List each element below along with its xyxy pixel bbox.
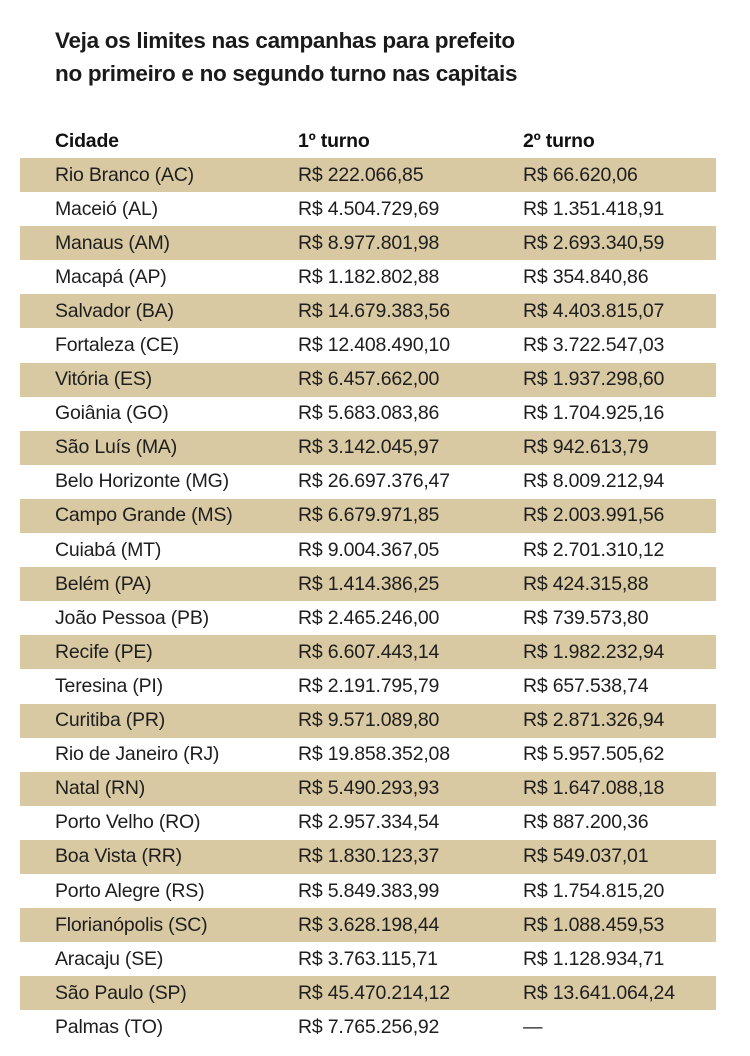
cell-segundo-turno: R$ 1.704.925,16 [523,402,665,425]
table-row [20,635,716,669]
cell-primeiro-turno: R$ 2.191.795,79 [298,674,440,697]
cell-cidade: Maceió (AL) [55,197,158,220]
cell-primeiro-turno: R$ 2.957.334,54 [298,811,440,834]
cell-segundo-turno: R$ 1.128.934,71 [523,947,665,970]
table-row [20,499,716,533]
cell-segundo-turno: R$ 424.315,88 [523,572,649,595]
cell-cidade: Curitiba (PR) [55,709,166,732]
cell-primeiro-turno: R$ 26.697.376,47 [298,470,450,493]
cell-segundo-turno: R$ 2.701.310,12 [523,538,665,561]
cell-segundo-turno: R$ 1.754.815,20 [523,879,665,902]
cell-primeiro-turno: R$ 5.683.083,86 [298,402,440,425]
cell-primeiro-turno: R$ 12.408.490,10 [298,334,450,357]
table-row [20,192,716,226]
cell-segundo-turno: R$ 1.351.418,91 [523,197,665,220]
table-row [20,397,716,431]
cell-cidade: Belo Horizonte (MG) [55,470,229,493]
cell-segundo-turno: R$ 887.200,36 [523,811,649,834]
table-row [20,840,716,874]
page-title [55,24,715,90]
cell-cidade: Recife (PE) [55,640,153,663]
cell-primeiro-turno: R$ 14.679.383,56 [298,299,450,322]
cell-cidade: Macapá (AP) [55,265,167,288]
cell-cidade: Cuiabá (MT) [55,538,162,561]
cell-cidade: Campo Grande (MS) [55,504,233,527]
cell-primeiro-turno: R$ 8.977.801,98 [298,231,440,254]
cell-cidade: São Paulo (SP) [55,981,187,1004]
cell-segundo-turno: R$ 5.957.505,62 [523,743,665,766]
table-row [20,704,716,738]
table-row [20,942,716,976]
cell-segundo-turno: R$ 13.641.064,24 [523,981,675,1004]
table-row [20,260,716,294]
cell-primeiro-turno: R$ 45.470.214,12 [298,981,450,1004]
table-row [20,465,716,499]
cell-cidade: Goiânia (GO) [55,402,169,425]
cell-cidade: Palmas (TO) [55,1015,163,1038]
title-line-2: no primeiro e no segundo turno nas capitais [55,61,518,86]
table-row [20,567,716,601]
cell-segundo-turno: R$ 2.003.991,56 [523,504,665,527]
cell-segundo-turno: R$ 739.573,80 [523,606,649,629]
cell-cidade: São Luís (MA) [55,436,178,459]
cell-segundo-turno: R$ 3.722.547,03 [523,334,665,357]
cell-primeiro-turno: R$ 3.628.198,44 [298,913,440,936]
cell-cidade: Rio Branco (AC) [55,163,194,186]
cell-cidade: Fortaleza (CE) [55,334,179,357]
cell-cidade: Rio de Janeiro (RJ) [55,743,220,766]
cell-cidade: Porto Alegre (RS) [55,879,205,902]
cell-cidade: Boa Vista (RR) [55,845,182,868]
cell-segundo-turno: R$ 657.538,74 [523,674,649,697]
cell-primeiro-turno: R$ 5.849.383,99 [298,879,440,902]
cell-primeiro-turno: R$ 9.571.089,80 [298,709,440,732]
table-row [20,226,716,260]
cell-segundo-turno: R$ 549.037,01 [523,845,649,868]
cell-segundo-turno: R$ 1.982.232,94 [523,640,665,663]
title-line-1: Veja os limites nas campanhas para prefeito [55,28,515,53]
header-cidade: Cidade [55,129,119,152]
cell-cidade: Teresina (PI) [55,674,163,697]
cell-segundo-turno: R$ 1.647.088,18 [523,777,665,800]
table-row [20,533,716,567]
cell-cidade: Aracaju (SE) [55,947,164,970]
table-row [20,601,716,635]
cell-segundo-turno: R$ 2.871.326,94 [523,709,665,732]
cell-primeiro-turno: R$ 2.465.246,00 [298,606,440,629]
cell-segundo-turno: R$ 4.403.815,07 [523,299,665,322]
table-row [20,806,716,840]
table-row [20,772,716,806]
cell-primeiro-turno: R$ 7.765.256,92 [298,1015,440,1038]
campaign-limits-table [20,124,716,1044]
cell-primeiro-turno: R$ 1.830.123,37 [298,845,440,868]
cell-segundo-turno: R$ 8.009.212,94 [523,470,665,493]
cell-primeiro-turno: R$ 6.679.971,85 [298,504,440,527]
cell-cidade: Belém (PA) [55,572,152,595]
table-row [20,1010,716,1044]
cell-primeiro-turno: R$ 1.182.802,88 [298,265,440,288]
header-primeiro-turno: 1º turno [298,129,370,152]
table-header-row [20,124,716,158]
table-body [20,158,716,1044]
cell-primeiro-turno: R$ 3.142.045,97 [298,436,440,459]
cell-primeiro-turno: R$ 5.490.293,93 [298,777,440,800]
cell-primeiro-turno: R$ 222.066,85 [298,163,424,186]
table-row [20,874,716,908]
table-row [20,908,716,942]
cell-segundo-turno: R$ 2.693.340,59 [523,231,665,254]
cell-primeiro-turno: R$ 6.457.662,00 [298,368,440,391]
table-row [20,976,716,1010]
cell-primeiro-turno: R$ 1.414.386,25 [298,572,440,595]
cell-segundo-turno: R$ 942.613,79 [523,436,649,459]
cell-segundo-turno: R$ 1.088.459,53 [523,913,665,936]
cell-primeiro-turno: R$ 6.607.443,14 [298,640,440,663]
cell-primeiro-turno: R$ 9.004.367,05 [298,538,440,561]
cell-primeiro-turno: R$ 3.763.115,71 [298,947,438,970]
table-row [20,158,716,192]
cell-segundo-turno: R$ 354.840,86 [523,265,649,288]
table-row [20,294,716,328]
cell-segundo-turno: R$ 1.937.298,60 [523,368,665,391]
cell-cidade: Vitória (ES) [55,368,152,391]
cell-cidade: João Pessoa (PB) [55,606,209,629]
cell-cidade: Manaus (AM) [55,231,170,254]
cell-primeiro-turno: R$ 19.858.352,08 [298,743,450,766]
cell-segundo-turno: — [523,1015,543,1038]
cell-cidade: Natal (RN) [55,777,146,800]
cell-cidade: Salvador (BA) [55,299,174,322]
header-segundo-turno: 2º turno [523,129,595,152]
table-row [20,328,716,362]
table-row [20,431,716,465]
table-row [20,669,716,703]
cell-primeiro-turno: R$ 4.504.729,69 [298,197,440,220]
cell-segundo-turno: R$ 66.620,06 [523,163,638,186]
cell-cidade: Porto Velho (RO) [55,811,201,834]
table-row [20,363,716,397]
table-row [20,738,716,772]
cell-cidade: Florianópolis (SC) [55,913,208,936]
